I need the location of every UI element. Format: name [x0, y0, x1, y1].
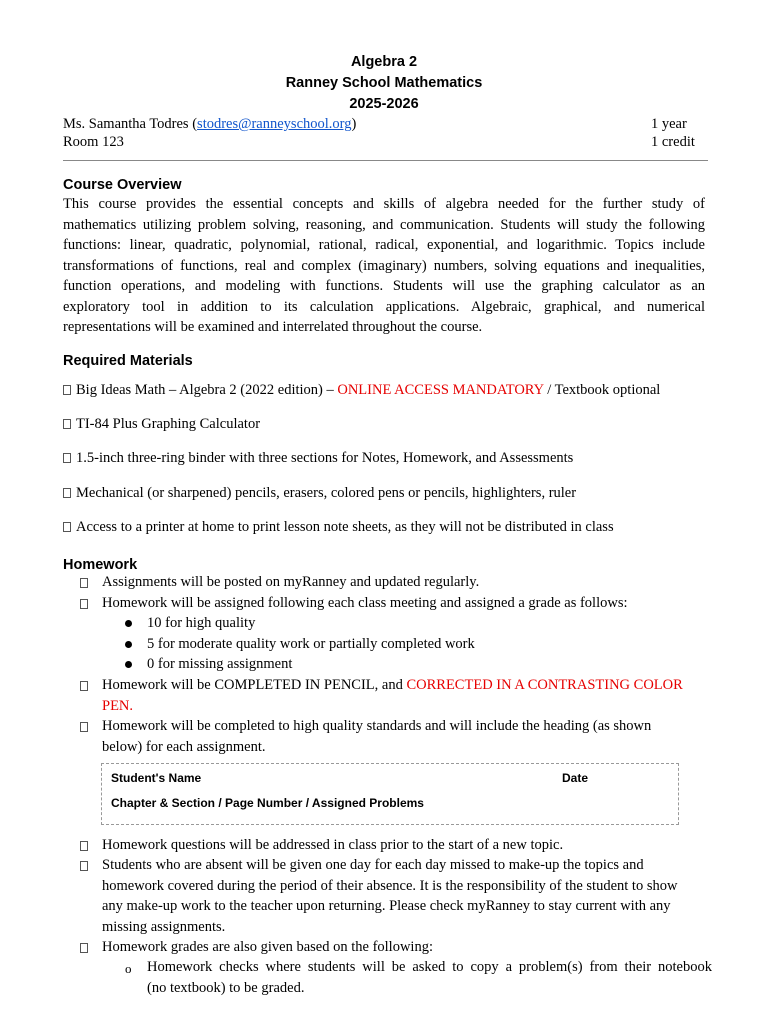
- school-name: Ranney School Mathematics: [285, 75, 483, 91]
- header-divider: [63, 160, 708, 161]
- overview-paragraph: [63, 194, 705, 338]
- overview-line: function operations, and modeling with functions. Students will use the graphing calculator as an: [63, 278, 705, 294]
- teacher-name-close: ): [351, 116, 357, 132]
- checkbox-icon: [80, 722, 88, 732]
- example-student-name: Student's Name: [111, 771, 202, 785]
- material-item-supplies: Mechanical (or sharpened) pencils, erasers, colored pens or pencils, highlighters, ruler: [63, 484, 723, 502]
- checkbox-icon: [80, 578, 88, 588]
- teacher-name: Ms. Samantha Todres (: [63, 116, 198, 132]
- overview-line: mathematics utilizing problem solving, reasoning, and communication. Students will study the following: [63, 216, 705, 233]
- online-access-notice: ONLINE ACCESS MANDATORY: [337, 382, 544, 398]
- material-item-textbook: Big Ideas Math – Algebra 2 (2022 edition) – ONLINE ACCESS MANDATORY / Textbook optional: [63, 381, 723, 399]
- teacher-email-link[interactable]: stodres@ranneyschool.org: [197, 116, 352, 132]
- materials-heading: Required Materials: [63, 353, 193, 369]
- checkbox-icon: [80, 599, 88, 609]
- course-credit: 1 credit: [651, 134, 695, 150]
- checkbox-icon: [80, 861, 88, 871]
- checkbox-icon: [80, 841, 88, 851]
- school-year: 2025-2026: [349, 96, 419, 112]
- syllabus-page: Algebra 2 Ranney School Mathematics 2025-2026 Ms. Samantha Todres (stodres@ranneyschool.org) 1 year Room 123 1 credit Course Overview This course provides the essential concepts and skills of algebra needed for the further study of mathematics utilizing problem solving, reasoning, and communication. Students will study the following functions: linear, quadratic, polynomial, rational, radical, exponential, and logarithmic. Topics include transformations of functions, real and complex (imaginary) numbers, solving equations and inequalities, function operations, and modeling with functions. Students will use the graphing calculator as an exploratory tool in addition to its calculation applications. Algebraic, graphical, and numerical representations will be examined and interrelated throughout the course. Required Materials Big Ideas Math – Algebra 2 (2022 edition) – ONLINE ACCESS MANDATORY / Textbook optional TI-84 Plus Graphing Calculator 1.5-inch three-ring binder with three sections for Notes, Homework, and Assessments Mechanical (or sharpened) pencils, erasers, colored pens or pencils, highlighters, ruler Access to a printer at home to print lesson note sheets, as they will not be distributed in class Homework Assignments will be posted on myRanney and updated regularly. Homework will be assigned following each class meeting and assigned a grade as follows: 10 for high quality 5 for moderate quality work or partially completed work 0 for missing assignment Homework will be COMPLETED IN PENCIL, and CORRECTED IN A CONTRASTING COLOR PEN. Homework will be completed to high quality standards and will include the heading (as shown below) for each assignment. Student's Name Date Chapter & Section / Page Number / Assigned Problems Homework questions will be addressed in class prior to the start of a new topic. Students who are absent will be given one day for each day missed to make-up the topics and homework covered during the period of their absence. It is the responsibility of the student to show any make-up work to the teacher upon returning. Please check myRanney to stay current with any missing assignments. Homework grades are also given based on the following: o Homework checks where students will be asked to copy a problem(s) from their notebook (no textbook) to be graded.: [0, 0, 768, 1024]
- checkbox-icon: [63, 488, 71, 498]
- overview-line: functions: linear, quadratic, polynomial, rational, radical, exponential, and logarithmic. Topics include: [63, 237, 705, 253]
- material-item-printer: Access to a printer at home to print lesson note sheets, as they will not be distributed in class: [63, 518, 723, 536]
- course-title: Algebra 2: [350, 54, 418, 70]
- overview-line: exploratory tool in addition to its calculation applications. Algebraic, graphical, and numerical: [63, 298, 705, 315]
- checkbox-icon: [63, 385, 71, 395]
- checkbox-icon: [63, 522, 71, 532]
- checkbox-icon: [80, 943, 88, 953]
- room-number: Room 123: [63, 134, 124, 150]
- bullet-dot-icon: [125, 620, 132, 627]
- checkbox-icon: [63, 453, 71, 463]
- example-chapter-line: Chapter & Section / Page Number / Assigned Problems: [111, 796, 424, 810]
- example-date: Date: [562, 771, 589, 785]
- checkbox-icon: [63, 419, 71, 429]
- bullet-dot-icon: [125, 661, 132, 668]
- material-item-binder: 1.5-inch three-ring binder with three sections for Notes, Homework, and Assessments: [63, 449, 723, 467]
- overview-line: This course provides the essential concepts and skills of algebra needed for the further study of: [63, 196, 705, 212]
- corrected-notice: CORRECTED IN A CONTRASTING COLOR: [406, 677, 683, 693]
- document-header: [0, 52, 768, 115]
- assignment-heading-example: [101, 763, 679, 825]
- checkbox-icon: [80, 681, 88, 691]
- circle-bullet-icon: o: [125, 961, 132, 976]
- room-row: [63, 133, 695, 151]
- overview-line: representations will be examined and interrelated throughout the course.: [63, 319, 483, 335]
- bullet-dot-icon: [125, 641, 132, 648]
- course-duration: 1 year: [651, 116, 687, 132]
- overview-line: transformations of functions, real and complex (imaginary) numbers, solving equations and inequalities,: [63, 257, 705, 274]
- homework-heading: Homework: [63, 557, 138, 573]
- overview-heading: Course Overview: [63, 177, 182, 193]
- teacher-row: [63, 115, 695, 133]
- material-item-calculator: TI-84 Plus Graphing Calculator: [63, 415, 723, 433]
